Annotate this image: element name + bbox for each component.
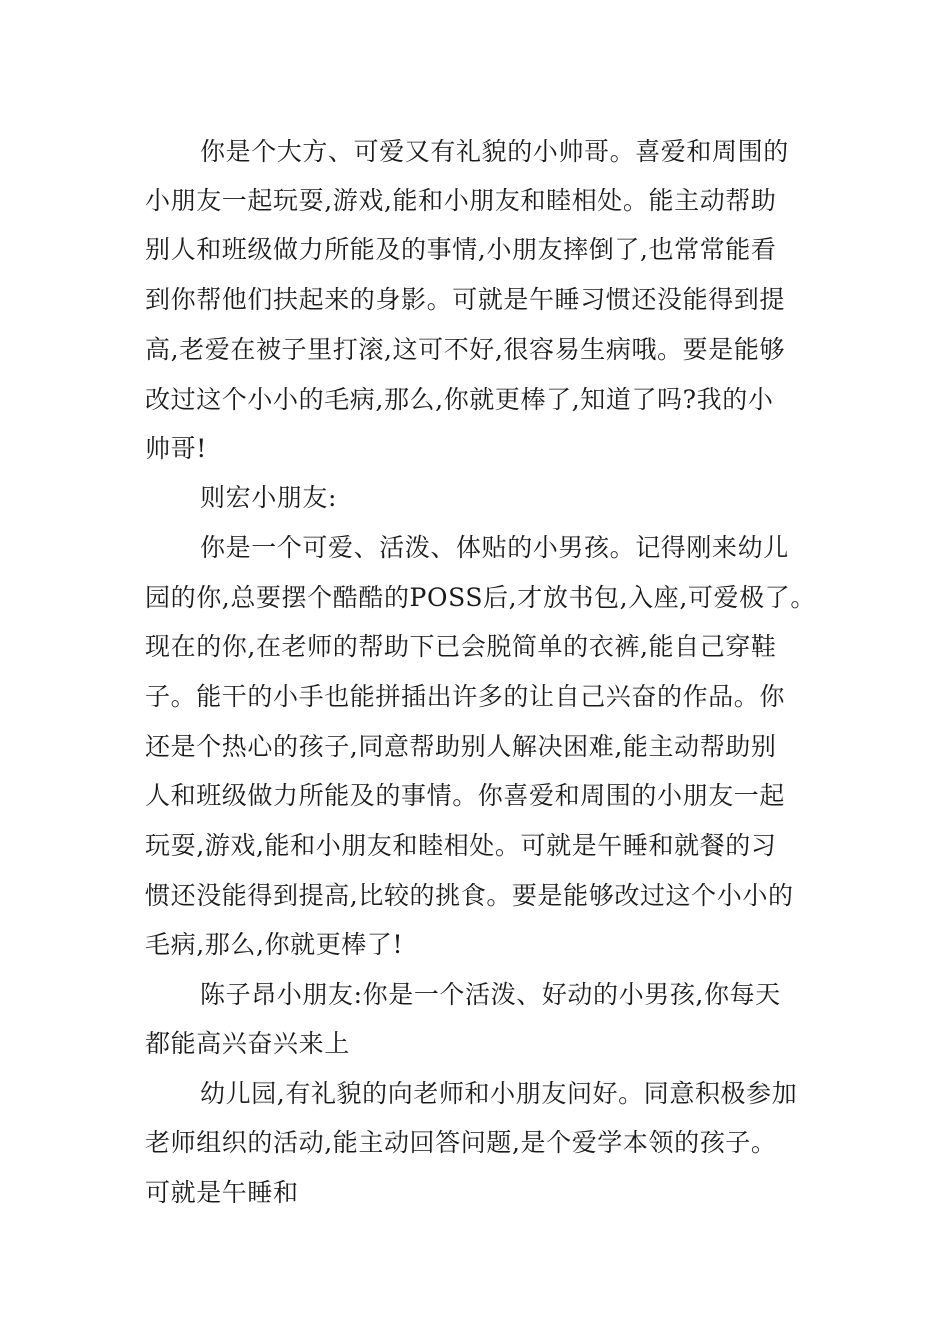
text-line: 别人和班级做力所能及的事情,小朋友摔倒了,也常常能看 — [145, 235, 777, 264]
text-line: 现在的你,在老师的帮助下已会脱简单的衣裤,能自己穿鞋 — [145, 632, 777, 661]
text-line: 高,老爱在被子里打滚,这可不好,很容易生病哦。要是能够 — [145, 335, 786, 364]
text-line: 到你帮他们扶起来的身影。可就是午睡习惯还没能得到提 — [145, 285, 786, 314]
heading-line: 则宏小朋友: — [200, 483, 338, 512]
text-line: 你是一个可爱、活泼、体贴的小男孩。记得刚来幼儿 — [200, 533, 789, 562]
text-line: 老师组织的活动,能主动回答问题,是个爱学本领的孩子。 — [145, 1128, 777, 1157]
text-line: 可就是午睡和 — [145, 1178, 299, 1207]
text-line: 你是个大方、可爱又有礼貌的小帅哥。喜爱和周围的 — [200, 137, 789, 166]
text-line: 毛病,那么,你就更棒了! — [145, 930, 404, 959]
text-line: 子。能干的小手也能拼插出许多的让自己兴奋的作品。你 — [145, 682, 786, 711]
text-line: 惯还没能得到提高,比较的挑食。要是能够改过这个小小的 — [145, 881, 794, 910]
text-line: 小朋友一起玩耍,游戏,能和小朋友和睦相处。能主动帮助 — [145, 186, 777, 215]
text-line: 帅哥! — [145, 434, 207, 463]
text-line: 都能高兴奋兴来上 — [145, 1029, 350, 1058]
text-line: 人和班级做力所能及的事情。你喜爱和周围的小朋友一起 — [145, 781, 786, 810]
text-line: 玩耍,游戏,能和小朋友和睦相处。可就是午睡和就餐的习 — [145, 831, 777, 860]
text-line: 幼儿园,有礼貌的向老师和小朋友问好。同意积极参加 — [200, 1079, 798, 1108]
text-line: 还是个热心的孩子,同意帮助别人解决困难,能主动帮助别 — [145, 732, 777, 761]
text-line: 陈子昂小朋友:你是一个活泼、好动的小男孩,你每天 — [200, 980, 781, 1009]
text-line: 园的你,总要摆个酷酷的POSS后,才放书包,入座,可爱极了。 — [145, 583, 816, 612]
text-line: 改过这个小小的毛病,那么,你就更棒了,知道了吗?我的小 — [145, 385, 774, 414]
